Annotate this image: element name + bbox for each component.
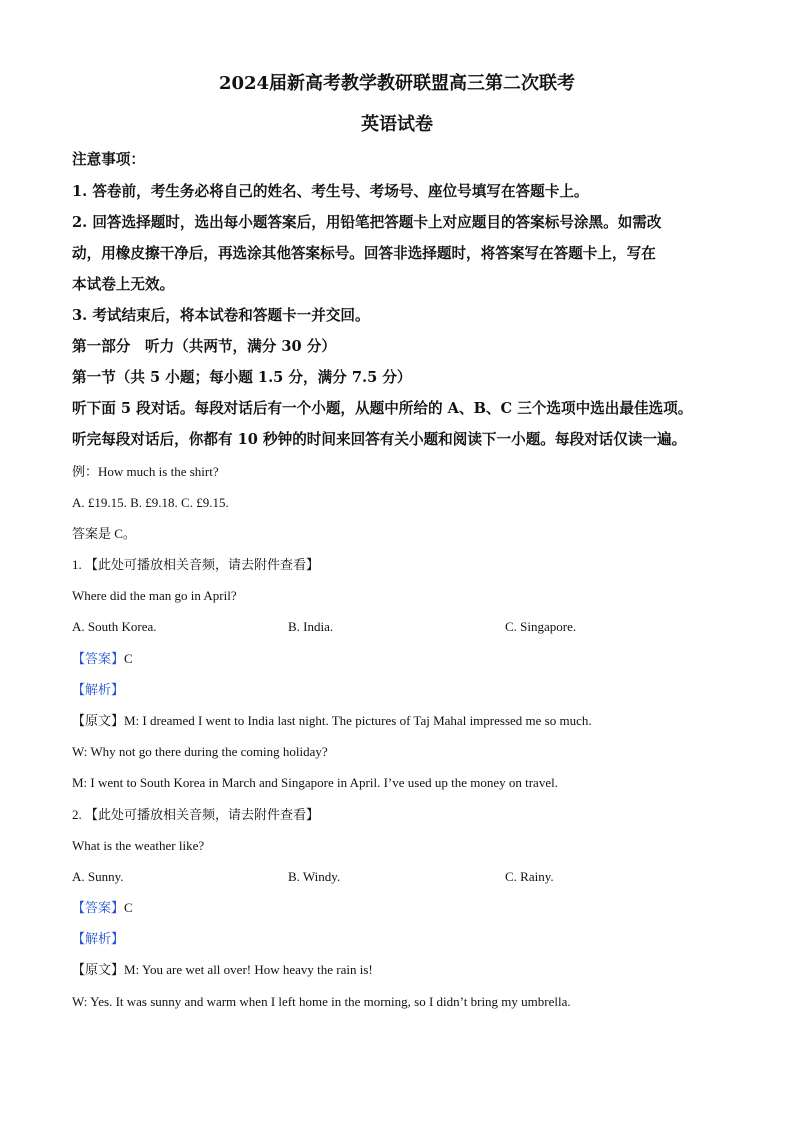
q2-answer-value: C [124,900,133,915]
q2-analysis-tag: 【解析】 [72,931,125,946]
q1-transcript-1 [72,711,724,731]
notice-item-2: 2. 回答选择题时，选出每小题答案后，用铅笔把答题卡上对应题目的答案标号涂黑。如需改 [72,214,662,231]
instructions-line-1: 听下面 5 段对话。每段对话后有一个小题，从题中所给的 A、B、C 三个选项中选出最佳选项。 [72,400,693,417]
q1-option-c: C. Singapore. [505,619,577,634]
q2-answer [72,898,724,918]
exam-subtitle: 英语试卷 [361,114,433,135]
example-answer: 答案是 C。 [72,526,136,541]
section1-heading: 第一节（共 5 小题；每小题 1.5 分，满分 7.5 分） [72,369,412,386]
q2-option-a: A. Sunny. [72,869,124,884]
q1-option-a: A. South Korea. [72,619,157,634]
instructions-line-2: 听完每段对话后，你都有 10 秒钟的时间来回答有关小题和阅读下一小题。每段对话仅读一遍。 [72,431,687,448]
q1-option-b: B. India. [288,619,334,634]
q1-transcript-2: W: Why not go there during the coming holiday? [72,744,328,759]
q1-answer-value: C [124,651,133,666]
q1-question: Where did the man go in April? [72,588,237,603]
q1-audio-note: 1. 【此处可播放相关音频，请去附件查看】 [72,557,320,572]
example-options: A. £19.15. B. £9.18. C. £9.15. [72,495,229,510]
q2-audio-note: 2. 【此处可播放相关音频，请去附件查看】 [72,807,320,822]
original-tag: 【原文】 [72,962,125,977]
notice-item-2-cont: 动，用橡皮擦干净后，再选涂其他答案标号。回答非选择题时，将答案写在答题卡上，写在 [72,245,656,262]
part1-heading: 第一部分 听力（共两节，满分 30 分） [72,338,336,355]
notice-item-1: 1. 答卷前，考生务必将自己的姓名、考生号、考场号、座位号填写在答题卡上。 [72,183,589,200]
q1-answer [72,649,724,669]
original-tag: 【原文】 [72,713,125,728]
exam-title: 2024届新高考教学教研联盟高三第二次联考 [218,73,576,94]
answer-tag: 【答案】 [72,900,125,915]
example-question: 例：How much is the shirt? [72,464,219,479]
q2-transcript-2: W: Yes. It was sunny and warm when I left home in the morning, so I didn’t bring my umbrella. [72,994,571,1009]
q2-question: What is the weather like? [72,838,205,853]
q2-option-b: B. Windy. [288,869,341,884]
q2-transcript-line-1: M: You are wet all over! How heavy the rain is! [124,962,373,977]
answer-tag: 【答案】 [72,651,125,666]
notice-item-3: 3. 考试结束后，将本试卷和答题卡一并交回。 [72,307,370,324]
q1-analysis-tag: 【解析】 [72,682,125,697]
notice-heading: 注意事项： [72,151,145,168]
q2-option-c: C. Rainy. [505,869,554,884]
notice-item-2-end: 本试卷上无效。 [72,276,175,293]
q1-transcript-3: M: I went to South Korea in March and Singapore in April. I’ve used up the money on travel. [72,775,558,790]
q1-transcript-line-1: M: I dreamed I went to India last night. The pictures of Taj Mahal impressed me so much. [124,713,592,728]
q2-transcript-1 [72,960,724,980]
